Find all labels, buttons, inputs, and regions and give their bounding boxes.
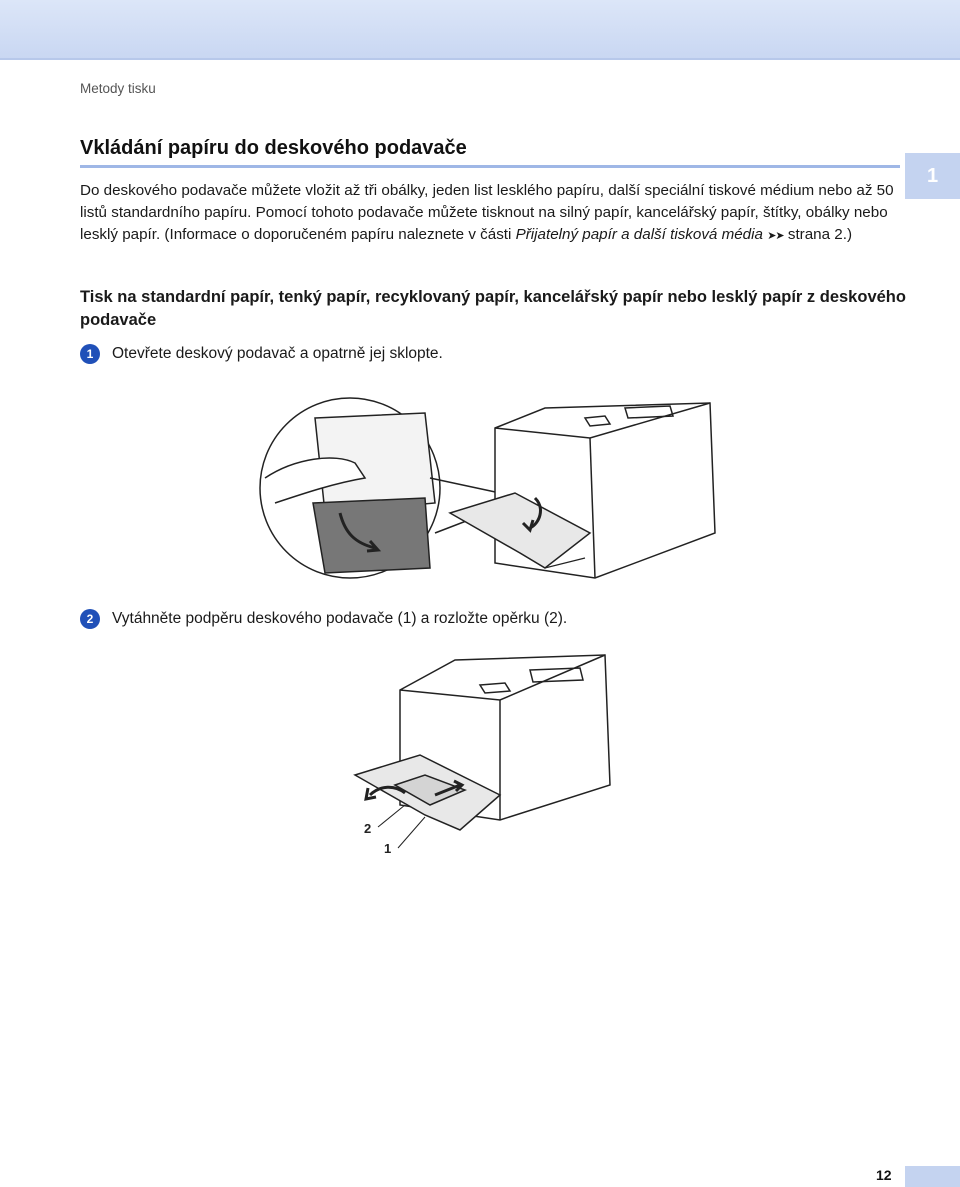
step-2 [80, 609, 567, 629]
section-title: Vkládání papíru do deskového podavače [80, 137, 467, 159]
printer-open-tray-illustration [255, 383, 725, 588]
footer-tab [905, 1166, 960, 1187]
double-arrow-icon: ➤➤ [767, 230, 784, 242]
running-head: Metody tisku [80, 81, 156, 96]
step-text: Otevřete deskový podavač a opatrně jej sklopte. [112, 345, 443, 362]
step-text: Vytáhněte podpěru deskového podavače (1) a rozložte opěrku (2). [112, 610, 568, 627]
step-1 [80, 344, 443, 364]
printer-tray-support-illustration [350, 645, 620, 860]
page-number: 12 [876, 1167, 892, 1183]
chapter-tab: 1 [905, 153, 960, 199]
intro-text-part1: Do deskového podavače můžete vložit až tři obálky, jeden list lesklého papíru, další speciální tiskové médium nebo až 50 listů standardního papíru. Pomocí tohoto podavače můžete tisknout na silný papír, kancelářský papír, štítky, obálky nebo lesklý papír. (Informace o doporučeném papíru naleznete v části [80, 182, 894, 243]
step-number-badge: 1 [80, 344, 100, 364]
callout-1: 1 [384, 841, 392, 856]
subsection-title: Tisk na standardní papír, tenký papír, recyklovaný papír, kancelářský papír nebo lesklý papír z deskového podavače [80, 288, 906, 329]
callout-2: 2 [364, 821, 372, 836]
intro-text-part2: strana 2.) [783, 226, 852, 243]
intro-paragraph [80, 180, 900, 247]
title-rule [80, 165, 900, 168]
intro-reference-link[interactable]: Přijatelný papír a další tisková média [515, 226, 763, 243]
step-number-badge: 2 [80, 609, 100, 629]
header-band [0, 0, 960, 60]
